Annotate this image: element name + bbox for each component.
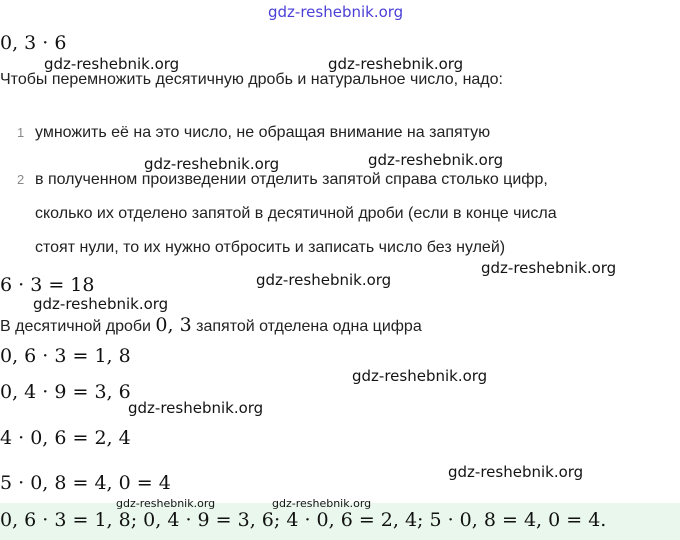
result-line: 4 · 0, 6 = 2, 4 (0, 427, 131, 449)
watermark: gdz-reshebnik.org (481, 259, 617, 277)
watermark-small: gdz-reshebnik.org (116, 497, 216, 510)
result-line: 0, 6 · 3 = 1, 8 (0, 345, 131, 367)
note-suffix: запятой отделена одна цифра (196, 318, 422, 335)
note-prefix: В десятичной дроби (0, 318, 151, 335)
watermark-small: gdz-reshebnik.org (272, 497, 372, 510)
step-number: 1 (17, 125, 25, 140)
note-line (0, 314, 422, 336)
watermark: gdz-reshebnik.org (44, 55, 180, 73)
header-expression: 0, 3 · 6 (0, 32, 67, 54)
watermark: gdz-reshebnik.org (128, 399, 264, 417)
watermark: gdz-reshebnik.org (256, 271, 392, 289)
step-text: стоят нули, то их нужно отбросить и записать число без нулей) (35, 239, 506, 256)
result-line: 0, 4 · 9 = 3, 6 (0, 381, 131, 403)
step-number: 2 (17, 172, 25, 187)
step-text: умножить её на это число, не обращая внимание на запятую (35, 124, 491, 141)
step-text: в полученном произведении отделить запятой справа столько цифр, (35, 171, 548, 188)
watermark: gdz-reshebnik.org (368, 151, 504, 169)
note-value: 0, 3 (155, 314, 192, 336)
watermark: gdz-reshebnik.org (144, 155, 280, 173)
watermark: gdz-reshebnik.org (352, 367, 488, 385)
watermark: gdz-reshebnik.org (448, 463, 584, 481)
step-text: сколько их отделено запятой в десятичной дроби (если в конце числа (35, 205, 557, 222)
watermark: gdz-reshebnik.org (33, 295, 169, 313)
watermark: gdz-reshebnik.org (328, 55, 464, 73)
intro-text: Чтобы перемножить десятичную дробь и натуральное число, надо: (0, 71, 503, 88)
final-answer: 0, 6 · 3 = 1, 8; 0, 4 · 9 = 3, 6; 4 · 0, 6 = 2, 4; 5 · 0, 8 = 4, 0 = 4. (0, 509, 607, 531)
result-line: 5 · 0, 8 = 4, 0 = 4 (0, 472, 171, 494)
product-expression: 6 · 3 = 18 (0, 274, 95, 296)
watermark-top: gdz-reshebnik.org (268, 3, 404, 21)
